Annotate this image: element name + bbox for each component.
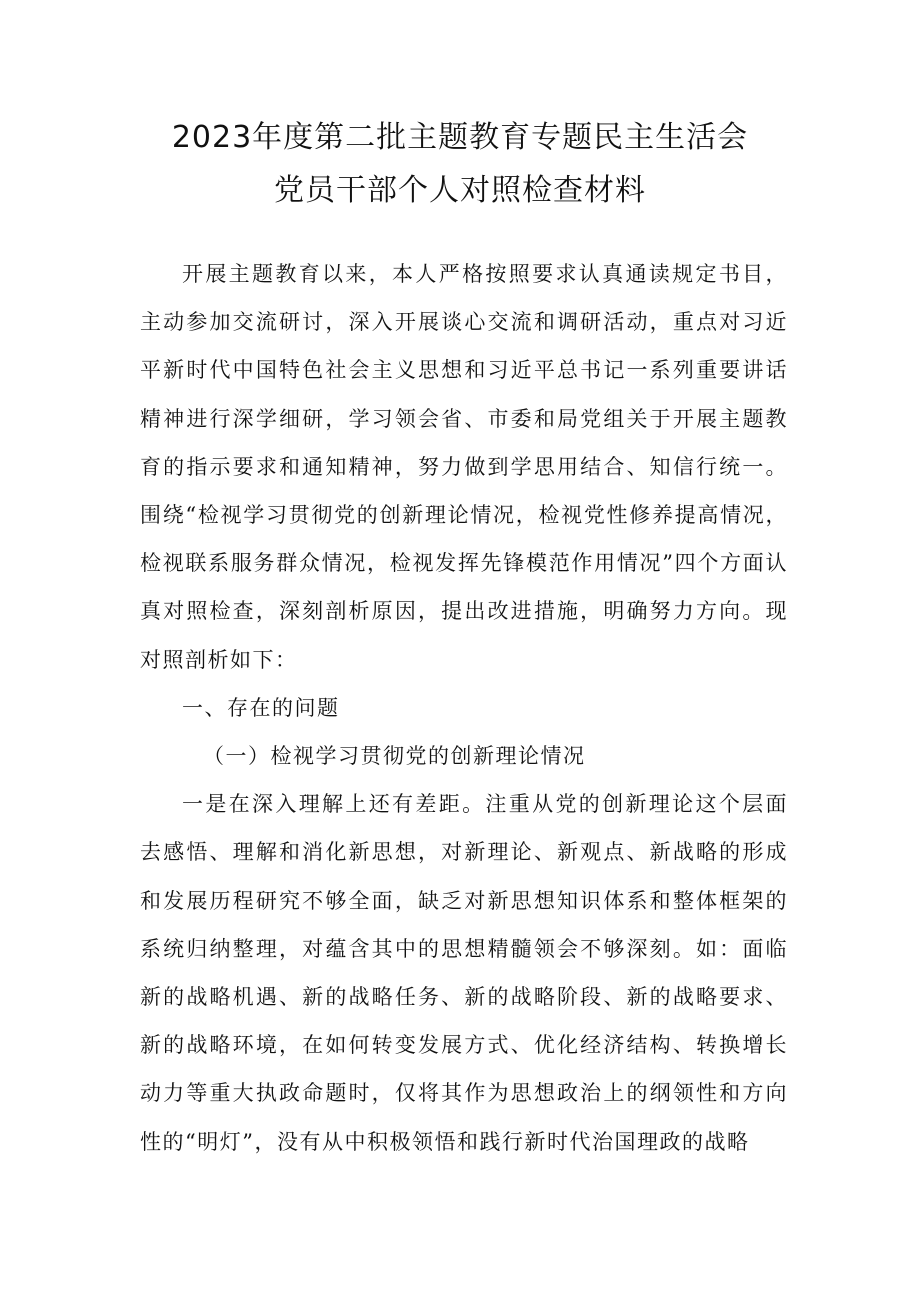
section-heading: 一、存在的问题 (182, 695, 340, 720)
document-title-line-2: 党员干部个人对照检查材料 (274, 173, 646, 208)
document-title-line-1: 2023年度第二批主题教育专题民主生活会 (171, 120, 749, 155)
subsection-heading: （一）检视学习贯彻党的创新理论情况 (203, 744, 586, 769)
document-body (140, 250, 788, 1166)
paragraph-problem-1: 一是在深入理解上还有差距。注重从党的创新理论这个层面去感悟、理解和消化新思想，对新理论、新观点、新战略的形成和发展历程研究不够全面，缺乏对新思想知识体系和整体框架的系统归纳整理，对蕴含其中的思想精髓领会不够深刻。如：面临新的战略机遇、新的战略任务、新的战略阶段、新的战略要求、新的战略环境，在如何转变发展方式、优化经济结构、转换增长动力等重大执政命题时，仅将其作为思想政治上的纲领性和方向性的“明灯”，没有从中积极领悟和践行新时代治国理政的战略 (140, 792, 788, 1154)
paragraph-intro: 开展主题教育以来，本人严格按照要求认真通读规定书目，主动参加交流研讨，深入开展谈心交流和调研活动，重点对习近平新时代中国特色社会主义思想和习近平总书记一系列重要讲话精神进行深学细研，学习领会省、市委和局党组关于开展主题教育的指示要求和通知精神，努力做到学思用结合、知信行统一。围绕“检视学习贯彻党的创新理论情况，检视党性修养提高情况，检视联系服务群众情况，检视发挥先锋模范作用情况”四个方面认真对照检查，深刻剖析原因，提出改进措施，明确努力方向。现对照剖析如下： (140, 262, 788, 672)
